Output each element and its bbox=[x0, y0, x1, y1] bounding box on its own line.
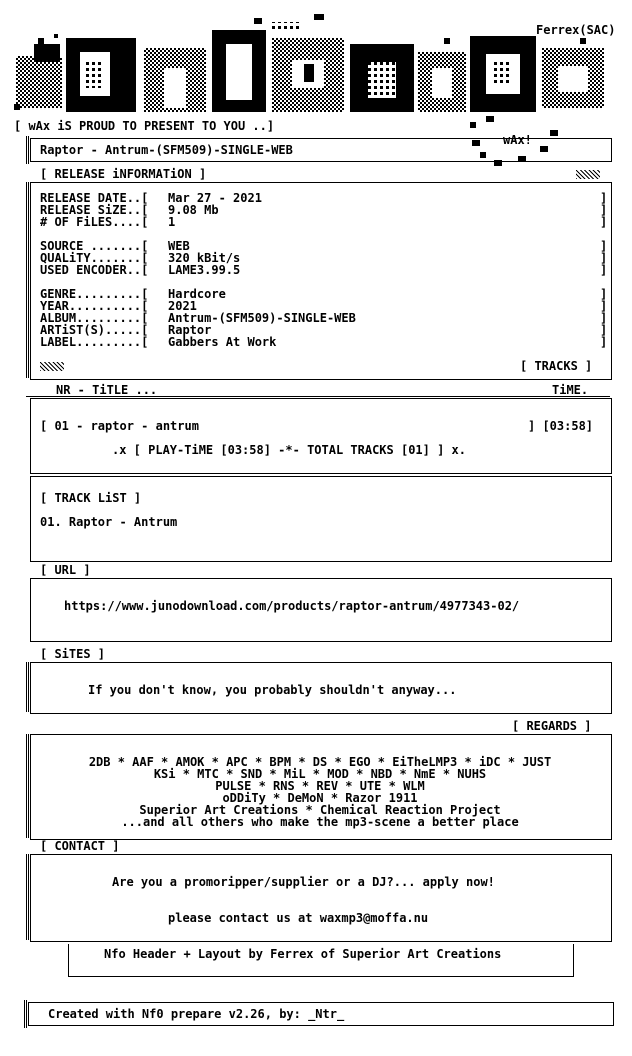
tracklist-item: 01. Raptor - Antrum bbox=[40, 515, 178, 529]
info-label: SOURCE .......[ bbox=[40, 239, 149, 253]
info-value: LAME3.99.5 bbox=[168, 263, 241, 277]
info-close-bracket: ] bbox=[600, 251, 608, 265]
info-value: WEB bbox=[168, 239, 190, 253]
hatch-decor bbox=[40, 362, 64, 371]
info-value: 1 bbox=[168, 215, 176, 229]
credits-text: Nfo Header + Layout by Ferrex of Superior Art Creations bbox=[104, 947, 502, 961]
info-label: LABEL.........[ bbox=[40, 335, 149, 349]
regards-line: Superior Art Creations * Chemical Reaction Project bbox=[139, 803, 501, 817]
info-close-bracket: ] bbox=[600, 191, 608, 205]
tracks-box bbox=[30, 398, 612, 474]
info-label: YEAR..........[ bbox=[40, 299, 149, 313]
contact-line-2: please contact us at waxmp3@moffa.nu bbox=[168, 911, 429, 925]
info-value: Hardcore bbox=[168, 287, 226, 301]
frame-edge bbox=[26, 136, 29, 164]
info-close-bracket: ] bbox=[600, 239, 608, 253]
sites-text: If you don't know, you probably shouldn't anyway... bbox=[88, 683, 457, 697]
tracks-heading: [ TRACKS ] bbox=[520, 359, 593, 373]
track-entry: [ 01 - raptor - antrum bbox=[40, 419, 199, 433]
info-label: GENRE.........[ bbox=[40, 287, 149, 301]
regards-line: oDDiTy * DeMoN * Razor 1911 bbox=[222, 791, 418, 805]
frame-edge bbox=[26, 734, 29, 838]
info-label: RELEASE SiZE..[ bbox=[40, 203, 149, 217]
info-close-bracket: ] bbox=[600, 287, 608, 301]
divider bbox=[26, 396, 610, 397]
url-heading: [ URL ] bbox=[40, 563, 91, 577]
regards-line: ...and all others who make the mp3-scene a better place bbox=[121, 815, 519, 829]
regards-line: KSi * MTC * SND * MiL * MOD * NBD * NmE * NUHS bbox=[153, 767, 487, 781]
url-link[interactable]: https://www.junodownload.com/products/raptor-antrum/4977343-02/ bbox=[64, 599, 520, 613]
info-heading: [ RELEASE iNFORMATiON ] bbox=[40, 167, 207, 181]
badge-label: wAx! bbox=[503, 133, 532, 147]
hatch-decor bbox=[576, 170, 600, 179]
info-label: RELEASE DATE..[ bbox=[40, 191, 149, 205]
info-value: 9.08 Mb bbox=[168, 203, 219, 217]
frame-edge bbox=[26, 182, 29, 378]
regards-heading: [ REGARDS ] bbox=[512, 719, 592, 733]
tagline: [ wAx iS PROUD TO PRESENT TO YOU ..] bbox=[14, 119, 275, 133]
tracks-summary: .x [ PLAY-TiME [03:58] -*- TOTAL TRACKS [01] ] x. bbox=[112, 443, 467, 457]
info-value: Antrum-(SFM509)-SINGLE-WEB bbox=[168, 311, 356, 325]
track-time: ] [03:58] bbox=[528, 419, 594, 433]
info-value: 320 kBit/s bbox=[168, 251, 241, 265]
info-close-bracket: ] bbox=[600, 323, 608, 337]
info-close-bracket: ] bbox=[600, 263, 608, 277]
signature: Ferrex(SAC) bbox=[536, 23, 616, 37]
tracklist-heading: [ TRACK LiST ] bbox=[40, 491, 142, 505]
release-title: Raptor - Antrum-(SFM509)-SINGLE-WEB bbox=[40, 143, 293, 157]
contact-line-1: Are you a promoripper/supplier or a DJ?... apply now! bbox=[112, 875, 495, 889]
info-label: QUALiTY.......[ bbox=[40, 251, 149, 265]
contact-box bbox=[30, 854, 612, 942]
footer-text: Created with Nf0 prepare v2.26, by: _Ntr_ bbox=[48, 1007, 345, 1021]
info-close-bracket: ] bbox=[600, 299, 608, 313]
info-label: USED ENCODER..[ bbox=[40, 263, 149, 277]
frame-edge bbox=[26, 854, 29, 940]
regards-line: PULSE * RNS * REV * UTE * WLM bbox=[215, 779, 425, 793]
info-label: # OF FiLES....[ bbox=[40, 215, 149, 229]
regards-line: 2DB * AAF * AMOK * APC * BPM * DS * EGO * EiTheLMP3 * iDC * JUST bbox=[88, 755, 552, 769]
info-close-bracket: ] bbox=[600, 203, 608, 217]
frame-edge bbox=[26, 662, 29, 712]
frame-edge bbox=[24, 1000, 27, 1028]
col-title-header: NR - TiTLE ... bbox=[56, 383, 158, 397]
wax-logo-artwork bbox=[14, 8, 614, 128]
info-close-bracket: ] bbox=[600, 335, 608, 349]
info-label: ALBUM.........[ bbox=[40, 311, 149, 325]
info-value: Gabbers At Work bbox=[168, 335, 277, 349]
sites-heading: [ SiTES ] bbox=[40, 647, 106, 661]
info-value: Mar 27 - 2021 bbox=[168, 191, 262, 205]
info-close-bracket: ] bbox=[600, 215, 608, 229]
info-value: Raptor bbox=[168, 323, 212, 337]
contact-heading: [ CONTACT ] bbox=[40, 839, 120, 853]
col-time-header: TiME. bbox=[552, 383, 589, 397]
info-label: ARTiST(S).....[ bbox=[40, 323, 149, 337]
info-value: 2021 bbox=[168, 299, 197, 313]
info-close-bracket: ] bbox=[600, 311, 608, 325]
